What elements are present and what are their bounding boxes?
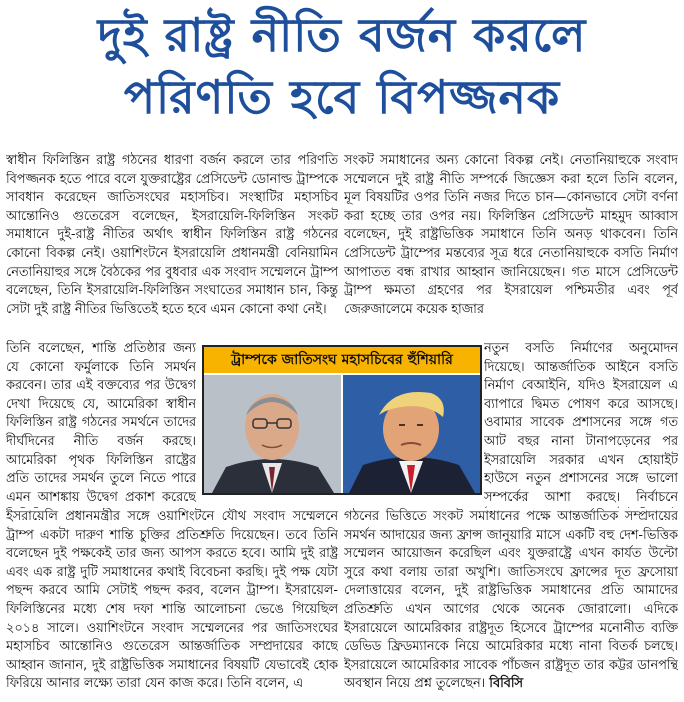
- article-column-left-bottom: ইসরায়েলি প্রধানমন্ত্রীর সঙ্গে ওয়াশিংটনে যৌথ সংবাদ সম্মেলনে ট্রাম্প একটা দারুণ শান্তি চুক্তির প্রতিশ্রুতি দিয়েছেন। তবে তিনি বলেছেন দুই পক্ষকেই তার জন্য আপস করতে হবে। আমি দুই রাষ্ট্র এবং এক রাষ্ট্র দুটি সমাধানের কথাই বিবেচনা করছি। দুই পক্ষ যেটা পছন্দ করবে আমি সেটাই পছন্দ করব, বলেন ট্রাম্প। ইসরায়েল-ফিলিস্তিনের মধ্যে শেষ দফা শান্তি আলোচনা ভেঙে গিয়েছিল ২০১৪ সালে। ওয়াশিংটনে সংবাদ সম্মেলনের পর জাতিসংঘের মহাসচিব আন্তোনিও গুতেরেস আন্তর্জাতিক সম্প্রদায়ের কাছে আহ্বান জানান, দুই রাষ্ট্রভিত্তিক সমাধানের বিষয়টি যেভাবেই হোক ফিরিয়ে আনার লক্ষ্যে তারা যেন কাজ করে। তিনি বলেন, এ: [6, 509, 338, 692]
- headline-line-1: দুই রাষ্ট্র নীতি বর্জন করলে: [97, 8, 587, 62]
- article-column-right-bottom: [344, 508, 678, 698]
- article-column-right-middle: নতুন বসতি নির্মাণের অনুমোদন দিয়েছে। আন্তর্জাতিক আইনে বসতি নির্মাণ বেআইনি, যদিও ইসরায়েল এ ব্যাপারে দ্বিমত পোষণ করে আসছে। ওবামার সাবেক প্রশাসনের সঙ্গে গত আট বছর নানা টানাপড়েনের পর ইসরায়েলি সরকার এখন হোয়াইট হাউসে নতুন প্রশাসনের সঙ্গে ভালো সম্পর্কের আশা করছে। নির্বাচনে: [484, 341, 678, 505]
- guterres-portrait-icon: [204, 375, 341, 493]
- article-text-end: গঠনের ভিত্তিতে সংকট সমাধানের পক্ষে আন্তর্জাতিক সম্প্রদায়ের সমর্থন আদায়ের জন্য ফ্রান্স জানুয়ারি মাসে একটি বহু দেশ-ভিত্তিক সম্মেলন আয়োজন করেছিল এবং যুক্তরাষ্ট্রে এখন কার্যত উল্টো সুরে কথা বলায় তারা অখুশি। জাতিসংঘে ফ্রান্সের দূত ফ্রসোয়া দেলাত্তায়ের বলেন, দুই রাষ্ট্রভিত্তিক সমাধানের প্রতি আমাদের প্রতিশ্রুতি এখন আগের থেকে অনেক জোরালো। এদিকে ইসরায়েলে আমেরিকার রাষ্ট্রদূত হিসেবে ট্রাম্পের মনোনীত ব্যক্তি ডেভিড ফ্রিডম্যানকে নিয়ে আমেরিকার মধ্যে নানা বিতর্ক চলছে। ইসরায়েলে আমেরিকার সাবেক পাঁচজন রাষ্ট্রদূত তার কট্টর ডানপন্থি অবস্থান নিয়ে প্রশ্ন তুলেছেন।: [344, 509, 678, 692]
- inset-title: ট্রাম্পকে জাতিসংঘ মহাসচিবের হুঁশিয়ারি: [204, 347, 480, 373]
- inset-photo-box: [202, 345, 482, 495]
- headline-line-2: পরিণতি হবে বিপজ্জনক: [123, 70, 561, 124]
- trump-photo: [343, 375, 480, 493]
- article-column-left-top: স্বাধীন ফিলিস্তিন রাষ্ট্র গঠনের ধারণা বর্জন করলে তার পরিণতি বিপজ্জনক হতে পারে বলে যুক্তরাষ্ট্রের প্রেসিডেন্ট ডোনাল্ড ট্রাম্পকে সাবধান করেছেন জাতিসংঘের মহাসচিব। সংস্থাটির মহাসচিব আন্তোনিও গুতেরেস বলেছেন, ইসরায়েলি-ফিলিস্তিন সংকট সমাধানে দুই-রাষ্ট্র নীতির অর্থাৎ স্বাধীন ফিলিস্তিন রাষ্ট্র গঠনের কোনো বিকল্প নেই। ওয়াশিংটনে ইসরায়েলি প্রধানমন্ত্রী বেনিয়ামিন নেতানিয়াহুর সঙ্গে বৈঠকের পর বুধবার এক সংবাদ সম্মেলনে ট্রাম্প বলেছেন, তিনি ইসরায়েলি-ফিলিস্তিন সংঘাতের সমাধান চান, কিন্তু সেটা দুই রাষ্ট্র নীতির ভিত্তিতেই হতে হবে এমন কোনো কথা নেই।: [6, 153, 338, 317]
- headline: [0, 4, 684, 128]
- article-column-left-middle: তিনি বলেছেন, শান্তি প্রতিষ্ঠার জন্য যে কোনো ফর্মুলাকে তিনি সমর্থন করবেন। তার এই বক্তব্যের পর উদ্বেগ দেখা দিয়েছে যে, আমেরিকা স্বাধীন ফিলিস্তিন রাষ্ট্র গঠনের সমর্থনে তাদের দীর্ঘদিনের নীতি বর্জন করছে। আমেরিকা পৃথক ফিলিস্তিন রাষ্ট্রের প্রতি তাদের সমর্থন তুলে নিতে পারে এমন আশঙ্কায় উদ্বেগ প্রকাশ করেছে: [6, 341, 196, 505]
- trump-portrait-icon: [343, 375, 480, 493]
- guterres-photo: [204, 375, 341, 493]
- article-column-right-top: সংকট সমাধানের অন্য কোনো বিকল্প নেই। নেতানিয়াহুকে সংবাদ সম্মেলনে দুই রাষ্ট্র নীতি সম্পর্কে জিজ্ঞেস করা হলে তিনি বলেন, মূল বিষয়টির ওপর তিনি নজর দিতে চান—কোনভাবে সেটা বর্ণনা করা হচ্ছে তার ওপর নয়। ফিলিস্তিন প্রেসিডেন্ট মাহমুদ আব্বাস বলেছেন, দুই রাষ্ট্রভিত্তিক সমাধানে তিনি অনড় থাকবেন। তিনি প্রেসিডেন্ট ট্রাম্পের মন্তব্যের সূত্র ধরে নেতানিয়াহুকে বসতি নির্মাণ আপাতত বন্ধ রাখার আহ্বান জানিয়েছেন। গত মাসে প্রেসিডেন্ট ট্রাম্প ক্ষমতা গ্রহণের পর ইসরায়েল পশ্চিমতীর এবং পূর্ব জেরুজালেমে কয়েক হাজার: [344, 153, 678, 317]
- source-credit: বিবিসি: [489, 676, 523, 692]
